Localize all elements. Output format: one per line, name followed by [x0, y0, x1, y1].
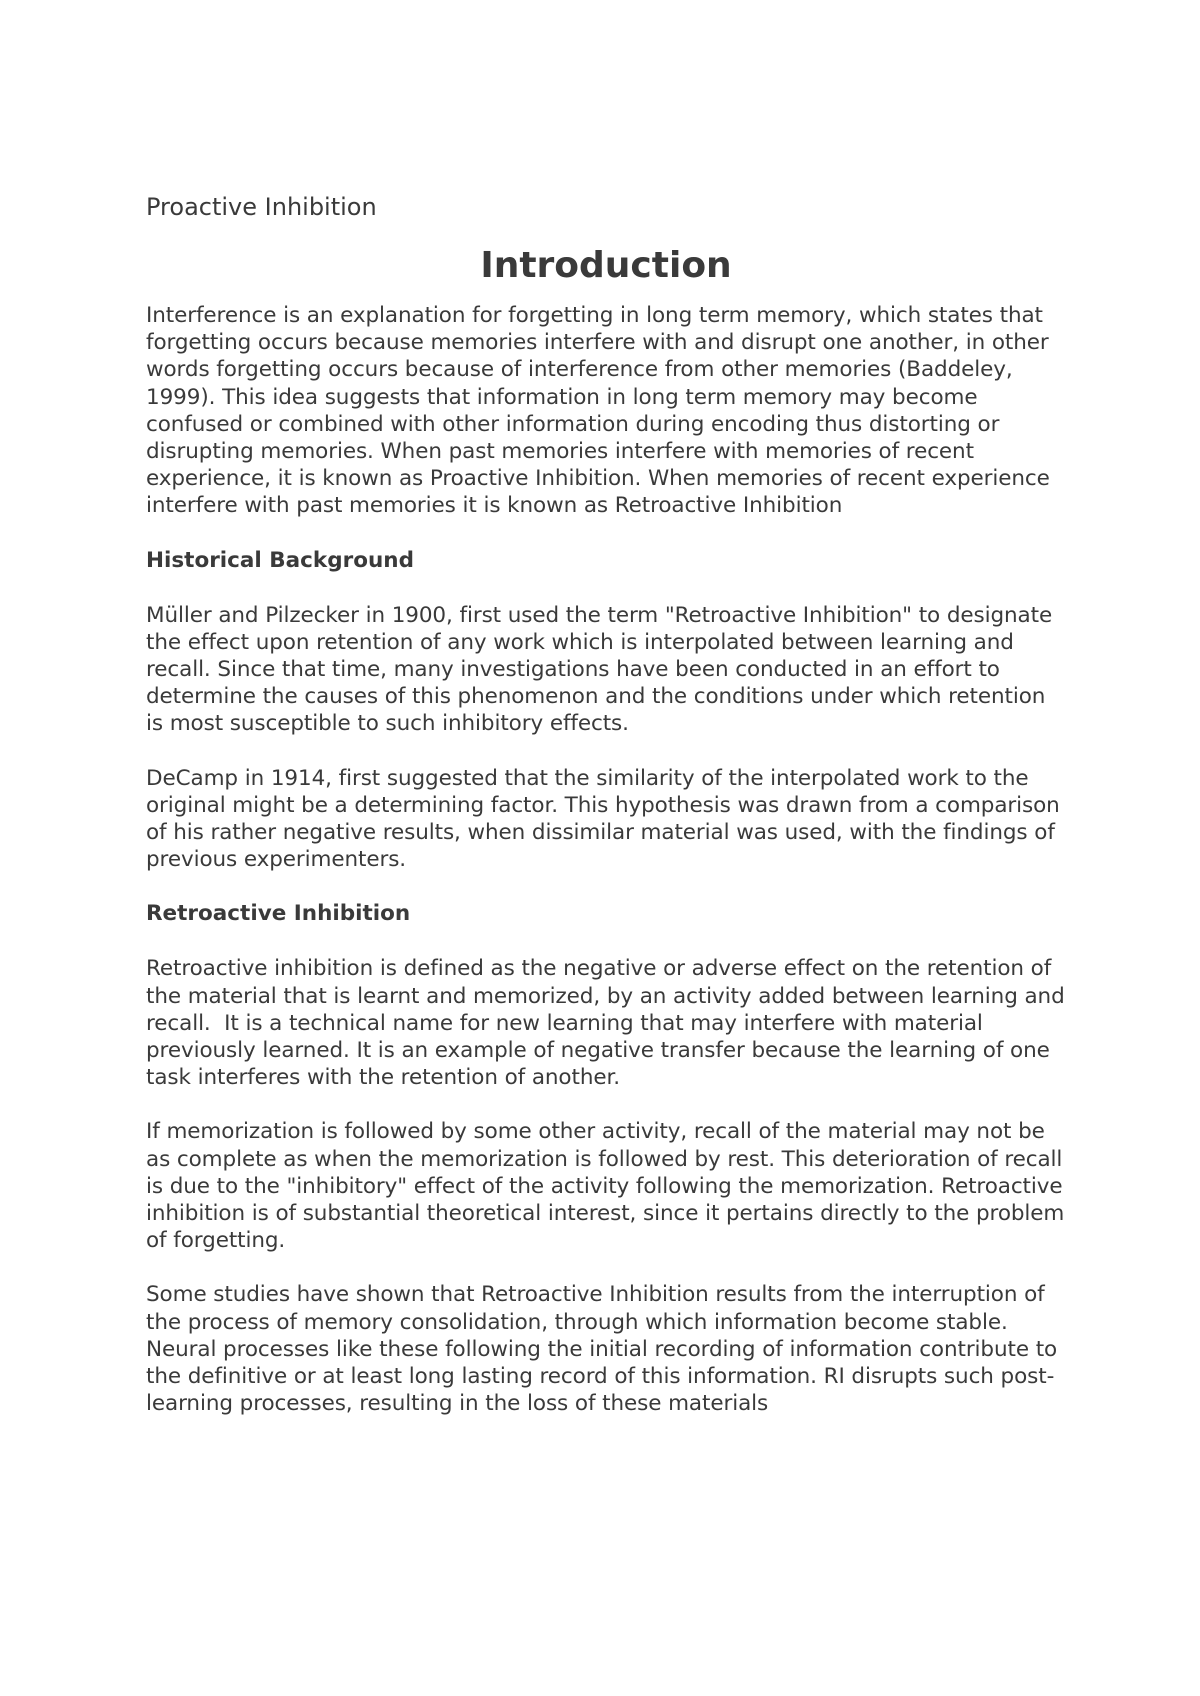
retroactive-inhibition-heading: Retroactive Inhibition [146, 901, 411, 927]
introduction-heading: Introduction [480, 245, 732, 286]
introduction-paragraph: Interference is an explanation for forgetting in long term memory, which states that forgetting occurs because memories interfere with and disrupt one another, in other words forgetting occurs because of interference from other memories (Baddeley, 1999). This idea suggests that information in long term memory may become confused or combined with other information during encoding thus distorting or disrupting memories. When past memories interfere with memories of recent experience, it is known as Proactive Inhibition. When memories of recent experience interfere with past memories it is known as Retroactive Inhibition [146, 303, 1050, 519]
historical-background-paragraph-1: Müller and Pilzecker in 1900, first used the term "Retroactive Inhibition" to designate the effect upon retention of any work which is interpolated between learning and recall. Since that time, many investigations have been conducted in an effort to determine the causes of this phenomenon and the conditions under which retention is most susceptible to such inhibitory effects. [146, 602, 1053, 737]
historical-background-heading: Historical Background [146, 547, 414, 573]
retroactive-inhibition-paragraph-2: If memorization is followed by some other activity, recall of the material may not be as complete as when the memorization is followed by rest. This deterioration of recall is due to the "inhibitory" effect of the activity following the memorization. Retroactive inhibition is of substantial theoretical interest, since it pertains directly to the problem of forgetting. [146, 1119, 1065, 1254]
retroactive-inhibition-paragraph-1: Retroactive inhibition is defined as the negative or adverse effect on the retention of the material that is learnt and memorized, by an activity added between learning and recall. It is a technical name for new learning that may interfere with material previously learned. It is an example of negative transfer because the learning of one task interferes with the retention of another. [146, 956, 1072, 1091]
document-page [146, 190, 1072, 1445]
document-title: Proactive Inhibition [146, 193, 377, 221]
historical-background-paragraph-2: DeCamp in 1914, first suggested that the similarity of the interpolated work to the original might be a determining factor. This hypothesis was drawn from a comparison of his rather negative results, when dissimilar material was used, with the findings of previous experimenters. [146, 765, 1060, 873]
retroactive-inhibition-paragraph-3: Some studies have shown that Retroactive Inhibition results from the interruption of the process of memory consolidation, through which information become stable. Neural processes like these following the initial recording of information contribute to the definitive or at least long lasting record of this information. RI disrupts such post-learning processes, resulting in the loss of these materials [146, 1282, 1058, 1417]
